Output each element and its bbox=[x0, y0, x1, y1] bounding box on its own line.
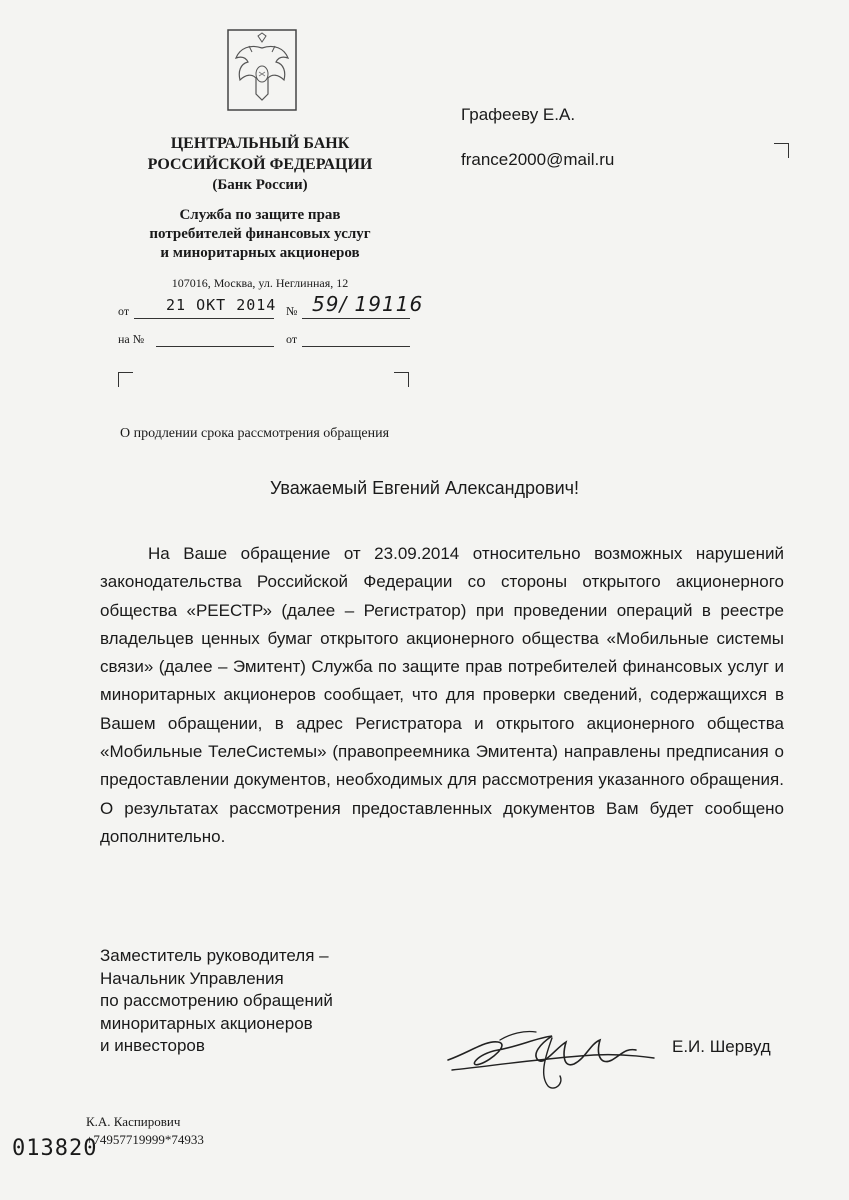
signatory-title-line: и инвесторов bbox=[100, 1036, 205, 1055]
signatory-name: Е.И. Шервуд bbox=[672, 1037, 771, 1056]
signatory-title bbox=[100, 945, 420, 1058]
letter-body: На Ваше обращение от 23.09.2014 относительно возможных нарушений законодательства Российской Федерации со стороны открытого акционерного общества «РЕЕСТР» (далее – Регистратор) при проведении операций в реестре владельцев ценных бумаг открытого акционерного общества «Мобильные системы связи» (далее – Эмитент) Служба по защите прав потребителей финансовых услуг и миноритарных акционеров сообщает, что для проверки сведений, содержащихся в Вашем обращении, в адрес Регистратора и открытого акционерного общества «Мобильные ТелеСистемы» (правопреемника Эмитента) направлены предписания о предоставлении документов, необходимых для рассмотрения указанного обращения. О результатах рассмотрения предоставленных документов Вам будет сообщено дополнительно. bbox=[100, 544, 784, 846]
recipient-email: france2000@mail.ru bbox=[461, 150, 615, 169]
signatory-title-line: миноритарных акционеров bbox=[100, 1013, 313, 1033]
bank-name bbox=[120, 133, 400, 196]
ref-date-label: от bbox=[286, 332, 298, 346]
bank-line-3: (Банк России) bbox=[212, 177, 308, 193]
number-label: № bbox=[286, 304, 298, 318]
date-label: от bbox=[118, 304, 130, 318]
signatory-title-line: по рассмотрению обращений bbox=[100, 991, 333, 1010]
corner-mark-left bbox=[118, 372, 133, 387]
service-line-1: Служба по защите прав bbox=[179, 207, 341, 223]
ref-number-label: на № bbox=[118, 332, 145, 346]
corner-mark-right bbox=[394, 372, 409, 387]
date-line bbox=[134, 318, 274, 319]
ref-number-line bbox=[156, 346, 274, 347]
service-line-3: и миноритарных акционеров bbox=[160, 245, 360, 261]
recipient-name: Графееву Е.А. bbox=[461, 105, 576, 124]
handwritten-signature bbox=[440, 1020, 670, 1095]
executor-block bbox=[86, 1113, 204, 1149]
handwritten-number: 59/ 19116 bbox=[312, 292, 424, 316]
service-line-2: потребителей финансовых услуг bbox=[149, 226, 371, 242]
service-name bbox=[120, 206, 400, 263]
bank-address: 107016, Москва, ул. Неглинная, 12 bbox=[171, 276, 349, 290]
coat-of-arms-icon bbox=[226, 28, 298, 112]
bank-line-1: ЦЕНТРАЛЬНЫЙ БАНК bbox=[170, 135, 350, 152]
date-stamp: 21 ОКТ 2014 bbox=[166, 296, 277, 314]
document-number: 013820 bbox=[12, 1136, 98, 1161]
letter-subject: О продлении срока рассмотрения обращения bbox=[120, 426, 390, 441]
greeting: Уважаемый Евгений Александрович! bbox=[269, 478, 580, 498]
executor-phone: +74957719999*74933 bbox=[86, 1132, 204, 1147]
signatory-title-line: Начальник Управления bbox=[100, 968, 284, 988]
number-line bbox=[302, 318, 410, 319]
bank-line-2: РОССИЙСКОЙ ФЕДЕРАЦИИ bbox=[147, 156, 373, 173]
ref-date-line bbox=[302, 346, 410, 347]
signatory-title-line: Заместитель руководителя – bbox=[100, 946, 329, 965]
recipient-corner-mark bbox=[774, 143, 789, 158]
executor-name: К.А. Каспирович bbox=[86, 1114, 181, 1129]
